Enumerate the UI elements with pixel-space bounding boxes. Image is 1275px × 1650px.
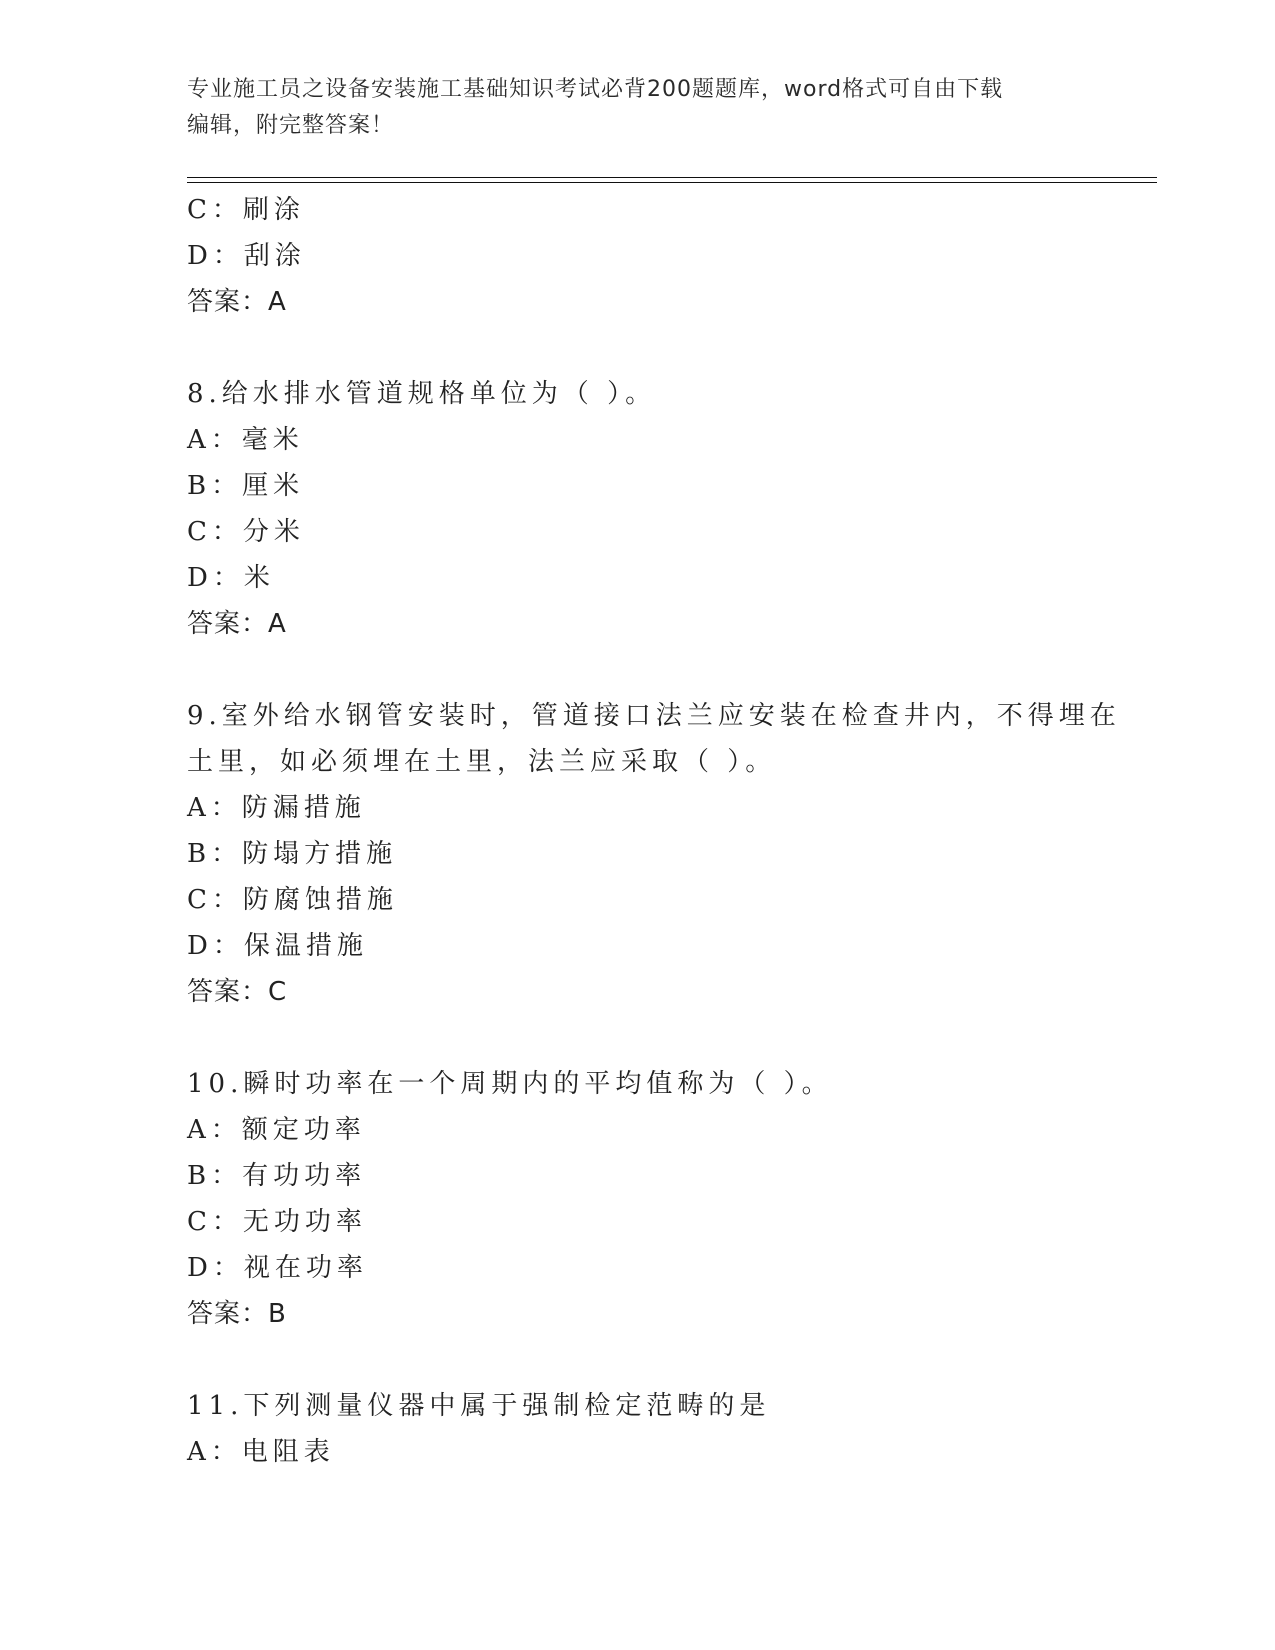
option-a: A：毫米 <box>187 425 304 455</box>
option-c: C：刷涂 <box>187 195 305 225</box>
spacer <box>187 1337 1087 1383</box>
question-stem: 10.瞬时功率在一个周期内的平均值称为（ ）。 <box>187 1069 833 1099</box>
option-a: A：防漏措施 <box>187 793 366 823</box>
document-header <box>187 72 1087 144</box>
question-10 <box>187 1061 1087 1337</box>
option-d: D：视在功率 <box>187 1253 368 1283</box>
option-c: C：无功功率 <box>187 1207 367 1237</box>
continued-question <box>187 187 1087 325</box>
header-rule-bottom <box>187 182 1157 183</box>
option-c: C：防腐蚀措施 <box>187 885 398 915</box>
spacer <box>187 325 1087 371</box>
option-b: B：有功功率 <box>187 1161 367 1191</box>
question-stem: 11.下列测量仪器中属于强制检定范畴的是 <box>187 1391 771 1421</box>
question-stem: 9.室外给水钢管安装时，管道接口法兰应安装在检查井内，不得埋在 <box>187 701 1121 731</box>
answer-line: 答案：C <box>187 977 288 1007</box>
question-stem-continued: 土里，如必须埋在土里，法兰应采取（ ）。 <box>187 747 777 777</box>
question-stem: 8.给水排水管道规格单位为（ ）。 <box>187 379 657 409</box>
answer-line: 答案：A <box>187 609 287 639</box>
option-a: A：额定功率 <box>187 1115 366 1145</box>
spacer <box>187 1015 1087 1061</box>
option-a: A：电阻表 <box>187 1437 335 1467</box>
option-b: B：厘米 <box>187 471 305 501</box>
header-rule-top <box>187 177 1157 178</box>
question-11 <box>187 1383 1087 1475</box>
option-c: C：分米 <box>187 517 305 547</box>
option-d: D：刮涂 <box>187 241 306 271</box>
option-d: D：米 <box>187 563 275 593</box>
answer-line: 答案：A <box>187 287 287 317</box>
document-body <box>187 187 1121 1475</box>
option-b: B：防塌方措施 <box>187 839 398 869</box>
option-d: D：保温措施 <box>187 931 368 961</box>
answer-line: 答案：B <box>187 1299 287 1329</box>
question-9 <box>187 693 1121 1015</box>
spacer <box>187 647 1087 693</box>
header-title-line-1: 专业施工员之设备安装施工基础知识考试必背200题题库，word格式可自由下载 <box>187 77 1004 102</box>
header-title-line-2: 编辑，附完整答案！ <box>187 113 395 138</box>
question-8 <box>187 371 1087 647</box>
